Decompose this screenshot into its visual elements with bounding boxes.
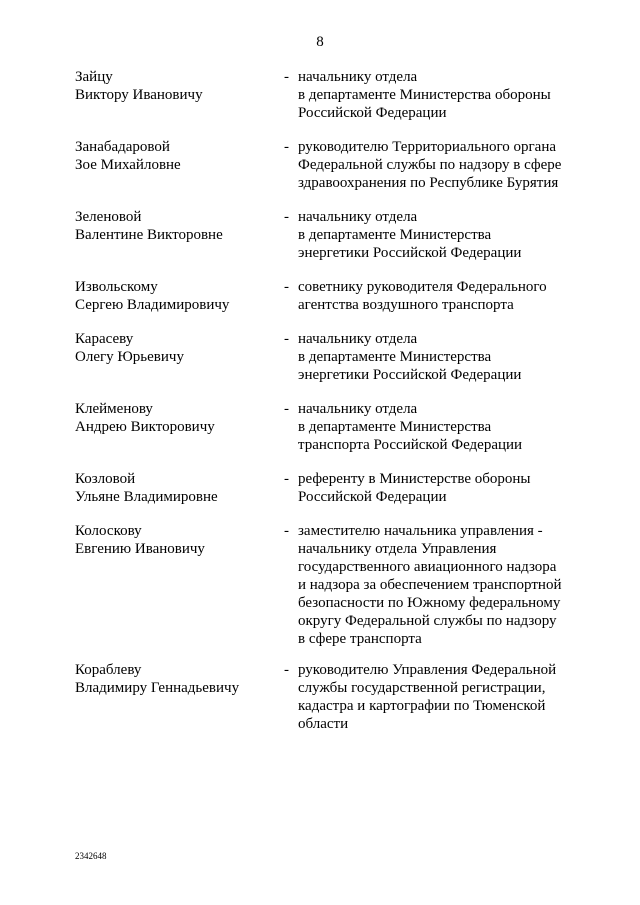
list-item	[0, 278, 640, 330]
position-line: службы государственной регистрации,	[298, 680, 546, 696]
position-line: в департаменте Министерства	[298, 349, 492, 365]
dash-separator: -	[284, 139, 289, 155]
name-line: Владимиру Геннадьевичу	[75, 680, 240, 696]
name-line: Андрею Викторовичу	[75, 419, 215, 435]
person-name	[75, 330, 275, 366]
person-name	[75, 522, 275, 558]
person-name	[75, 138, 275, 174]
position-line: кадастра и картографии по Тюменской	[298, 698, 546, 714]
position-line: начальнику отдела	[298, 401, 418, 417]
dash-separator: -	[284, 69, 289, 85]
name-line: Клейменову	[75, 401, 153, 417]
position-line: в департаменте Министерства	[298, 419, 492, 435]
name-line: Кораблеву	[75, 662, 142, 678]
position-line: области	[298, 716, 349, 732]
page-number: 8	[316, 34, 324, 50]
position-line: Российской Федерации	[298, 489, 447, 505]
position-title	[298, 68, 588, 122]
name-line: Зеленовой	[75, 209, 142, 225]
position-line: Российской Федерации	[298, 105, 447, 121]
position-line: начальнику отдела	[298, 209, 418, 225]
person-name	[75, 278, 275, 314]
position-title	[298, 138, 588, 192]
dash-separator: -	[284, 331, 289, 347]
list-item	[0, 208, 640, 278]
position-line: начальнику отдела	[298, 69, 418, 85]
position-title	[298, 278, 588, 314]
position-line: безопасности по Южному федеральному	[298, 595, 561, 611]
list-item	[0, 470, 640, 522]
position-line: референту в Министерстве обороны	[298, 471, 531, 487]
position-line: агентства воздушного транспорта	[298, 297, 514, 313]
name-line: Зое Михайловне	[75, 157, 181, 173]
name-line: Ульяне Владимировне	[75, 489, 218, 505]
list-item	[0, 522, 640, 661]
dash-separator: -	[284, 401, 289, 417]
list-item	[0, 661, 640, 733]
person-name	[75, 661, 275, 697]
position-line: начальнику отдела	[298, 331, 418, 347]
person-name	[75, 470, 275, 506]
dash-separator: -	[284, 471, 289, 487]
list-item	[0, 138, 640, 208]
name-line: Извольскому	[75, 279, 158, 295]
position-line: начальнику отдела Управления	[298, 541, 497, 557]
name-line: Виктору Ивановичу	[75, 87, 203, 103]
position-title	[298, 208, 588, 262]
dash-separator: -	[284, 279, 289, 295]
name-line: Колоскову	[75, 523, 142, 539]
name-line: Зайцу	[75, 69, 113, 85]
name-line: Занабадаровой	[75, 139, 170, 155]
person-name	[75, 208, 275, 244]
position-line: Федеральной службы по надзору в сфере	[298, 157, 562, 173]
position-title	[298, 330, 588, 384]
name-line: Евгению Ивановичу	[75, 541, 205, 557]
position-line: и надзора за обеспечением транспортной	[298, 577, 562, 593]
person-name	[75, 68, 275, 104]
position-line: в департаменте Министерства	[298, 227, 492, 243]
position-line: руководителю Территориального органа	[298, 139, 557, 155]
position-line: заместителю начальника управления -	[298, 523, 543, 539]
position-line: советнику руководителя Федерального	[298, 279, 547, 295]
list-item	[0, 330, 640, 400]
position-line: энергетики Российской Федерации	[298, 367, 522, 383]
appointment-list	[0, 68, 640, 733]
document-id: 2342648	[75, 851, 107, 861]
person-name	[75, 400, 275, 436]
dash-separator: -	[284, 209, 289, 225]
dash-separator: -	[284, 523, 289, 539]
position-line: энергетики Российской Федерации	[298, 245, 522, 261]
name-line: Олегу Юрьевичу	[75, 349, 184, 365]
position-title	[298, 470, 588, 506]
list-item	[0, 68, 640, 138]
position-line: государственного авиационного надзора	[298, 559, 557, 575]
position-line: транспорта Российской Федерации	[298, 437, 523, 453]
position-title	[298, 400, 588, 454]
name-line: Сергею Владимировичу	[75, 297, 230, 313]
position-title	[298, 522, 588, 648]
position-line: руководителю Управления Федеральной	[298, 662, 557, 678]
position-line: здравоохранения по Республике Бурятия	[298, 175, 559, 191]
name-line: Валентине Викторовне	[75, 227, 223, 243]
position-title	[298, 661, 588, 733]
name-line: Карасеву	[75, 331, 134, 347]
dash-separator: -	[284, 662, 289, 678]
position-line: в сфере транспорта	[298, 631, 422, 647]
name-line: Козловой	[75, 471, 136, 487]
position-line: округу Федеральной службы по надзору	[298, 613, 557, 629]
list-item	[0, 400, 640, 470]
position-line: в департаменте Министерства обороны	[298, 87, 551, 103]
